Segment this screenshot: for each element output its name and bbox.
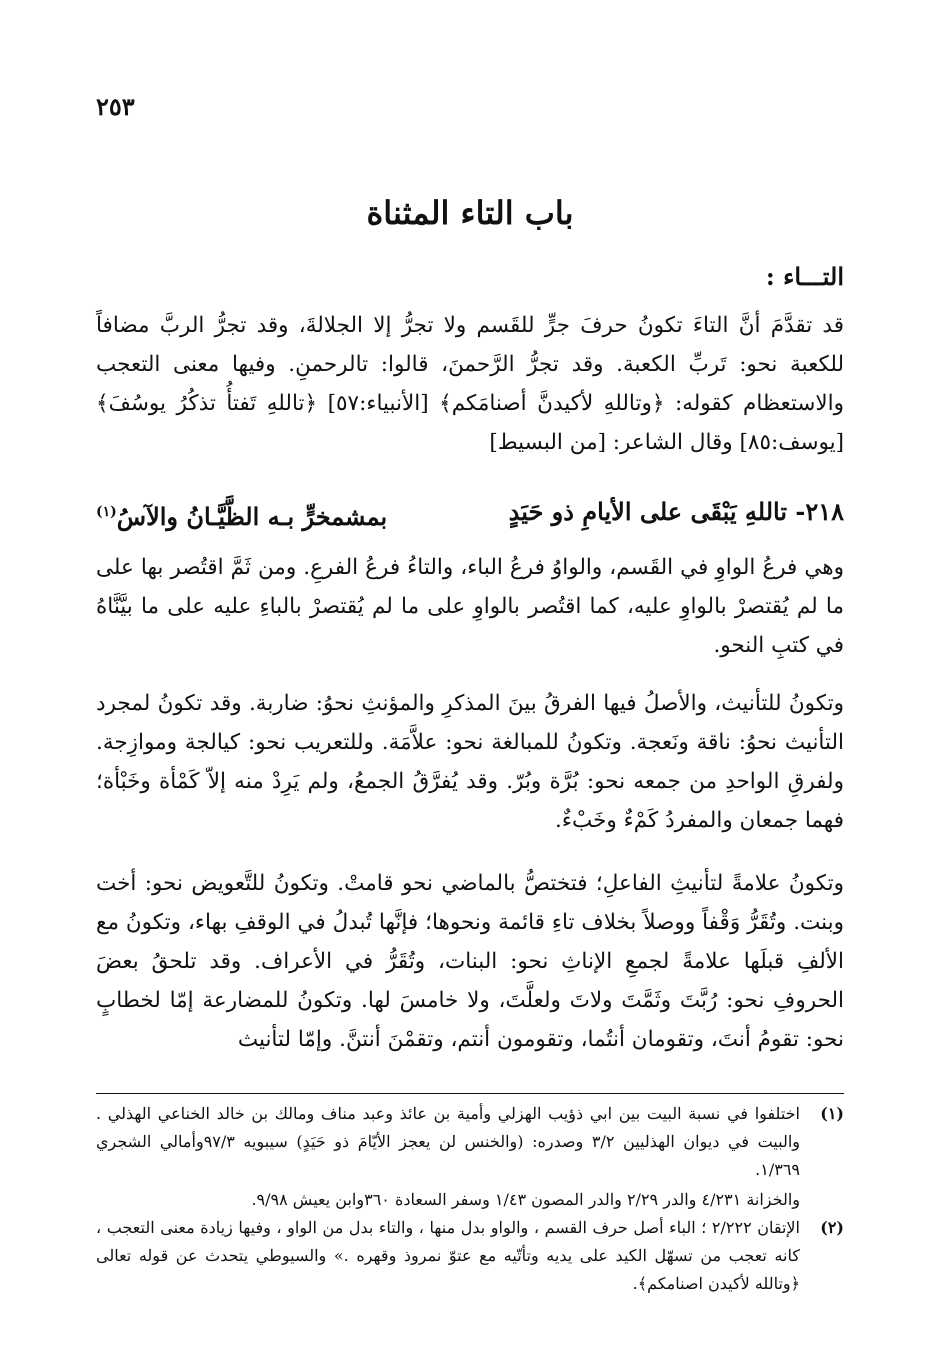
- footnote-1: [96, 1100, 844, 1184]
- footnote-1-continuation: والخزانة ٤/٢٣١ والدر ٢/٢٩ والدر المصون ١/٤٣ وسفر السعادة ٣٦٠وابن يعيش ٩/٩٨.: [251, 1190, 800, 1209]
- footnote-marker: (١): [96, 504, 117, 520]
- chapter-title: باب التاء المثناة: [366, 194, 574, 232]
- footnotes: [96, 1100, 844, 1300]
- footnote-2: [96, 1214, 844, 1298]
- footnote-number: (١): [820, 1104, 844, 1123]
- verse-second-hemistich: بمشمخرٍّ بـه الظَّيَّـانُ والآسُ$^{(١)}$: [96, 502, 388, 531]
- footnote-number: (٢): [820, 1218, 844, 1237]
- paragraph-oath: وهي فرعُ الواوِ في القَسم، والواوُ فرعُ الباء، والتاءُ فرعُ الفرعِ. ومن ثَمَّ اقتُصر بها على ما لم يُقتصرْ بالواوِ عليه، كما اقتُصر بالواوِ على ما لم يُقتصرْ بالباءِ عليه على ما بيَّنَّاهُ في كتبِ النحو.: [96, 555, 844, 658]
- entry-heading: التـــاء :: [765, 262, 844, 291]
- paragraph-intro: قد تقدَّمَ أنَّ التاءَ تكونُ حرفَ جرٍّ للقَسم ولا تجرُّ إلا الجلالةَ، وقد تجرُّ الربَّ مضافاً للكعبة نحو: تَربِّ الكعبة. وقد تجرُّ الرَّحمنَ، قالوا: تالرحمنِ. وفيها معنى التعجب والاستعظام كقوله: ﴿وتاللهِ لأكيدنَّ أصنامَكم﴾ [الأنبياء:٥٧] ﴿تاللهِ تَفتأُ تذكُرُ يوسُفَ﴾ [يوسف:٨٥] وقال الشاعر: [من البسيط]: [96, 313, 844, 455]
- page-number: ٢٥٣: [96, 92, 135, 121]
- poetry-verse: [96, 496, 844, 533]
- footnote-text: اختلفوا في نسبة البيت بين ابي ذؤيب الهزلي وأمية بن عائذ وعبد مناف ومالك بن خالد الخناعي الهذلي . والبيت في ديوان الهذليين ٣/٢ وصدره: (والخنس لن يعجز الأيّامَ ذو حَيَدٍ) سيبويه ٩٧/٣وأمالي الشجري ١/٣٦٩.: [96, 1104, 801, 1179]
- footnote-text: الإتقان ٢/٢٢٢ ؛ الباء أصل حرف القسم ، والواو بدل منها ، والتاء بدل من الواو ، وفيها زيادة معنى التعجب ، كانه تعجب من تسهّل الكيد على يديه وتأتّيه مع عتوّ نمروذ وقهره .» والسيوطي يتحدث عن قوله تعالى ﴿وتالله لأكيدن اصنامكم﴾.: [96, 1218, 800, 1293]
- paragraph-agent-marker: وتكونُ علامةً لتأنيثِ الفاعلِ؛ فتختصُّ بالماضي نحو قامتْ. وتكونُ للتَّعويض نحو: أخت وبنت. وتُقَرُّ وَقْفاً ووصلاً بخلاف تاءِ قائمة ونحوها؛ فإنَّها تُبدلُ في الوقفِ بهاء، وتكونُ مع الألفِ قبلَها علامةً لجمعِ الإناثِ نحو: البنات، وتُقَرُّ في الأعراف. وقد تلحقُ بعضَ الحروفِ نحو: رُبَّتَ وثَمَّتَ ولاتَ ولعلَّتَ، ولا خامسَ لها. وتكونُ للمضارعة إمّا لخطابٍ نحو: تقومُ أنتَ، وتقومان أنتُما، وتقومون أنتم، وتقمْنَ أنتنَّ. وإمّا لتأنيث: [96, 871, 844, 1052]
- verse-first-hemistich: ٢١٨- تاللهِ يَبْقَى على الأيامِ ذو حَيَدٍ: [508, 497, 844, 526]
- paragraph-feminine: وتكونُ للتأنيث، والأصلُ فيها الفرقُ بينَ المذكرِ والمؤنثِ نحوُ: ضاربة. وقد تكونُ لمجرد التأنيث نحوُ: ناقة ونَعجة. وتكونُ للمبالغة نحو: علاَّمَة. وللتعريب نحو: كيالجة وموازِجة. ولفرقِ الواحدِ من جمعه نحو: بُرَّة وبُرّ. وقد يُفرَّقُ الجمعُ، ولم يَرِدْ منه إلاّ كَمْأة وخَبْأة؛ فهما جمعان والمفردُ كَمْءٌ وخَبْءٌ.: [96, 691, 844, 833]
- footnote-separator: [96, 1093, 844, 1094]
